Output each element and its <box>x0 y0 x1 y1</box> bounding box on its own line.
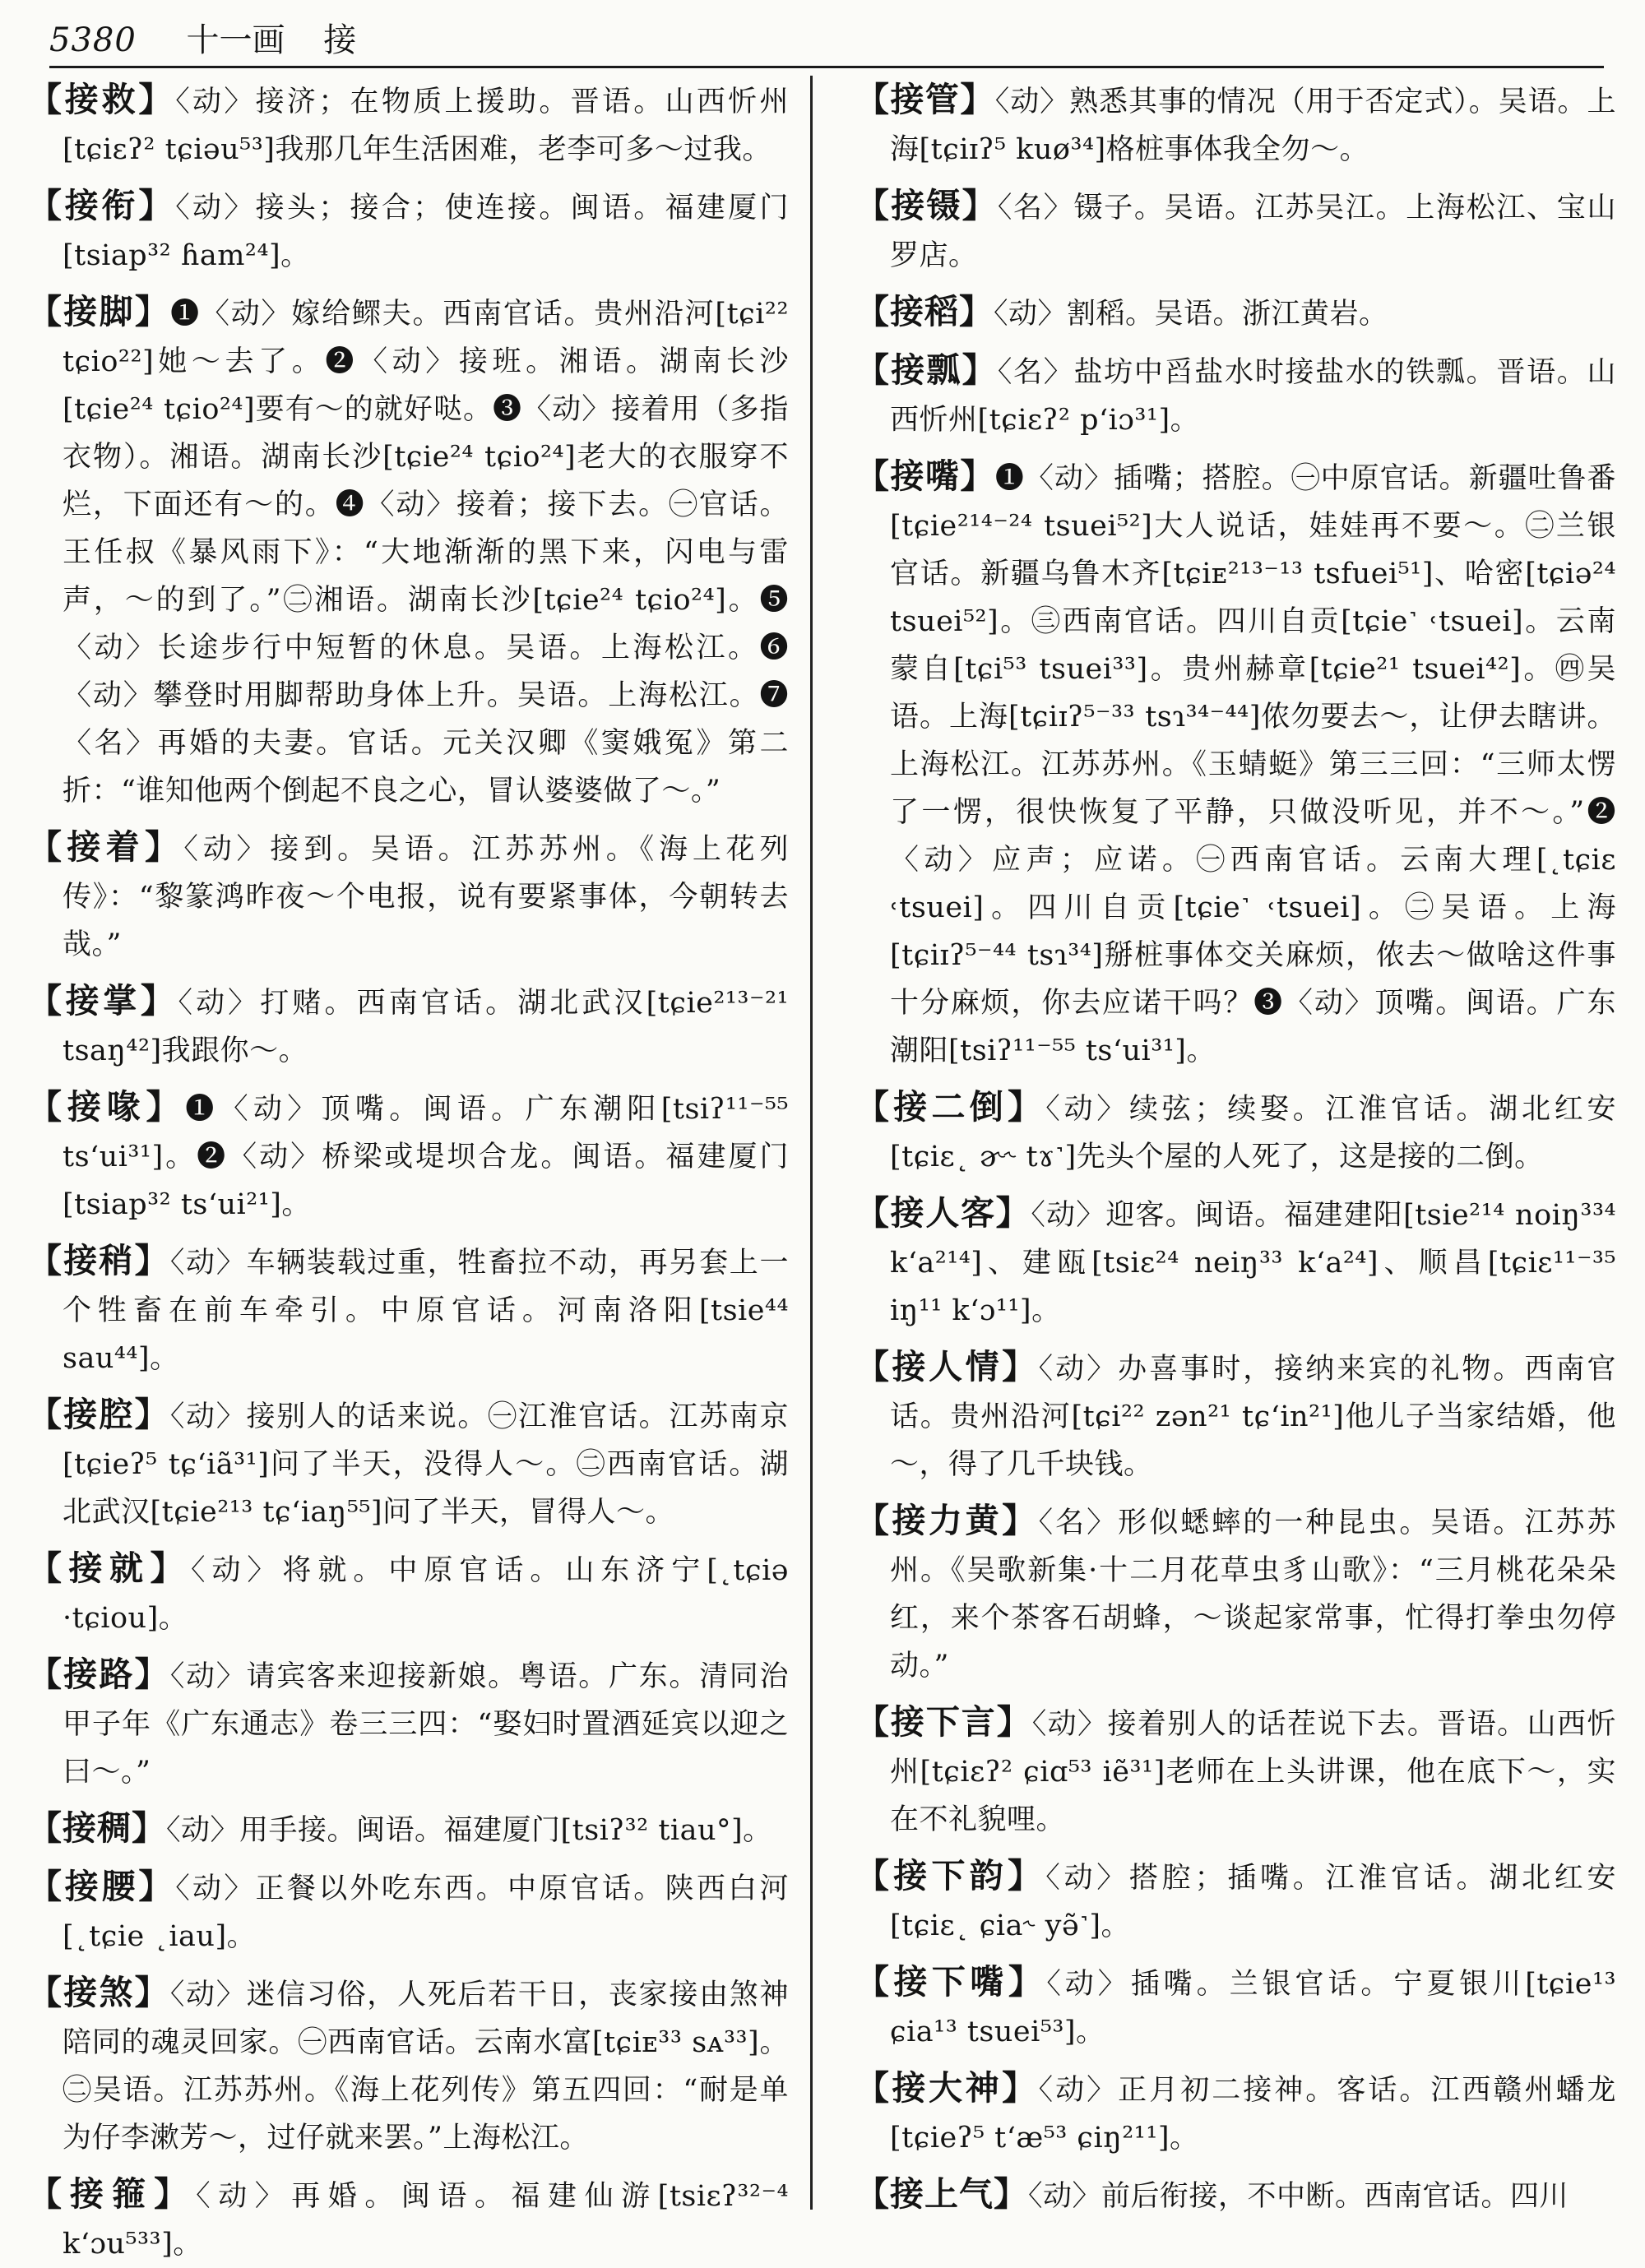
entry-definition: 〈动〉搭腔；插嘴。江淮官话。湖北红安[tɕiɛ˛ ɕia˞ yə̃˺]。 <box>890 1862 1616 1942</box>
entry-headword: 【接瓢】 <box>855 350 998 390</box>
entry-headword: 【接着】 <box>28 827 184 867</box>
entry-definition: 〈动〉接头；接合；使连接。闽语。福建厦门[tsiap³² ɦam²⁴]。 <box>63 192 789 272</box>
entry-headword: 【接大神】 <box>855 2068 1039 2108</box>
entry-definition: 〈动〉前后衔接，不中断。西南官话。四川 <box>1028 2180 1569 2213</box>
entry-definition: 〈动〉熟悉其事的情况（用于否定式）。吴语。上海[tɕiɪʔ⁵ kuø³⁴]格桩事体我全勿～。 <box>890 86 1616 166</box>
dictionary-entry <box>855 1852 1616 1950</box>
entry-definition: 〈动〉接别人的话来说。㊀江淮官话。江苏南京[tɕieʔ⁵ tɕ‘iã³¹]问了半天，没得人～。㊁西南官话。湖北武汉[tɕie²¹³ tɕ‘iaŋ⁵⁵]问了半天，冒得人～。 <box>63 1400 789 1529</box>
dictionary-entry <box>855 1497 1616 1690</box>
page-header <box>49 15 1604 68</box>
entry-headword: 【接腔】 <box>28 1395 170 1434</box>
entry-definition: 〈动〉办喜事时，接纳来宾的礼物。西南官话。贵州沿河[tɕi²² zən²¹ tɕ‘in²¹]他儿子当家结婚，他～，得了几千块钱。 <box>890 1353 1616 1481</box>
page-number: 5380 <box>49 21 137 59</box>
entry-headword: 【接二倒】 <box>855 1087 1046 1127</box>
entry-definition: 〈动〉迎客。闽语。福建建阳[tsie²¹⁴ noiŋ³³⁴ k‘a²¹⁴]、建瓯[tsiɛ²⁴ neiŋ³³ k‘a²⁴]、顺昌[tɕiɛ¹¹⁻³⁵ iŋ¹¹ k‘ɔ¹¹]。 <box>890 1199 1617 1327</box>
entry-definition: 〈名〉盐坊中舀盐水时接盐水的铁瓢。晋语。山西忻州[tɕiɛʔ² p‘iɔ³¹]。 <box>890 356 1616 437</box>
entry-headword: 【接下韵】 <box>855 1856 1046 1895</box>
dictionary-entry <box>855 288 1616 338</box>
dictionary-entry <box>28 977 789 1075</box>
entry-headword: 【接下嘴】 <box>855 1962 1047 2002</box>
entry-definition: 〈名〉形似蟋蟀的一种昆虫。吴语。江苏苏州。《吴歌新集·十二月花草虫豸山歌》：“三月桃花朵朵红，来个茶客石胡蜂，～谈起家常事，忙得打拳虫勿停动。” <box>890 1507 1616 1682</box>
entry-headword: 【接掌】 <box>28 981 178 1021</box>
dictionary-entry <box>855 452 1616 1075</box>
dictionary-entry <box>855 1189 1616 1335</box>
dictionary-entry <box>855 1698 1616 1844</box>
entry-headword: 【接力黄】 <box>855 1501 1039 1540</box>
dictionary-entry <box>28 1391 789 1536</box>
dictionary-entry <box>855 1958 1616 2056</box>
entry-headword: 【接镊】 <box>855 186 998 225</box>
dictionary-entry <box>28 2170 789 2268</box>
entry-definition: ❶〈动〉插嘴；搭腔。㊀中原官话。新疆吐鲁番[tɕie²¹⁴⁻²⁴ tsuei⁵²]大人说话，娃娃再不要～。㊁兰银官话。新疆乌鲁木齐[tɕiᴇ²¹³⁻¹³ tsfuei⁵¹]、哈密[tɕiə²⁴ tsuei⁵²]。㊂西南官话。四川自贡[tɕie˺ ˓tsuei]。云南蒙自[tɕi⁵³ tsuei³³]。贵州赫章[tɕie²¹ tsuei⁴²]。㊃吴语。上海[tɕiɪʔ⁵⁻³³ tsɿ³⁴⁻⁴⁴]侬勿要去～，让伊去瞎讲。上海松江。江苏苏州。《玉蜻蜓》第三三回：“三师太愣了一愣，很快恢复了平静，只做没听见，并不～。”❷〈动〉应声；应诺。㊀西南官话。云南大理[˛tɕiɛ ˓tsuei]。四川自贡[tɕie˺ ˓tsuei]。㊁吴语。上海[tɕiɪʔ⁵⁻⁴⁴ tsɿ³⁴]掰桩事体交关麻烦，侬去～做啥这件事十分麻烦，你去应诺干吗？❸〈动〉顶嘴。闽语。广东潮阳[tsiʔ¹¹⁻⁵⁵ ts‘ui³¹]。 <box>890 462 1616 1067</box>
right-column <box>855 76 1617 2214</box>
entry-headword: 【接人情】 <box>855 1347 1039 1386</box>
entry-definition: 〈动〉迷信习俗，人死后若干日，丧家接由煞神陪同的魂灵回家。㊀西南官话。云南水富[tɕiᴇ³³ sᴀ³³]。㊁吴语。江苏苏州。《海上花列传》第五四回：“耐是单为仔李漱芳～，过仔就来罢。”上海松江。 <box>63 1979 789 2155</box>
dictionary-entry <box>855 1343 1616 1488</box>
entry-headword: 【接箍】 <box>28 2174 197 2214</box>
dictionary-entry <box>855 182 1616 280</box>
entry-definition: 〈动〉用手接。闽语。福建厦门[tsiʔ³² tiau°]。 <box>166 1814 772 1847</box>
entry-headword: 【接稍】 <box>28 1241 170 1280</box>
entry-headword: 【接就】 <box>28 1548 191 1588</box>
entry-headword: 【接救】 <box>28 80 176 119</box>
entry-definition: 〈动〉将就。中原官话。山东济宁[˛tɕiə ·tɕiou]。 <box>63 1554 789 1635</box>
entry-headword: 【接管】 <box>855 80 995 119</box>
entry-headword: 【接嘴】 <box>855 456 995 496</box>
entry-headword: 【接稠】 <box>28 1808 166 1848</box>
dictionary-entry <box>855 346 1616 444</box>
dictionary-entry <box>28 1650 789 1796</box>
dictionary-entry <box>28 288 789 815</box>
dictionary-entry <box>855 2064 1616 2162</box>
entry-headword: 【接煞】 <box>28 1973 170 2012</box>
entry-headword: 【接路】 <box>28 1655 170 1694</box>
entry-definition: 〈动〉再婚。闽语。福建仙游[tsiɛʔ³²⁻⁴ k‘ɔu⁵³³]。 <box>63 2180 789 2261</box>
left-column <box>28 76 790 2261</box>
entry-definition: 〈动〉割稻。吴语。浙江黄岩。 <box>994 298 1388 331</box>
dictionary-entry <box>855 76 1616 174</box>
dictionary-entry <box>28 1969 789 2162</box>
dictionary-entry <box>28 1544 789 1642</box>
column-divider <box>810 76 813 2210</box>
dictionary-entry <box>855 2170 1616 2220</box>
dictionary-entry <box>28 76 789 174</box>
entry-definition: 〈动〉车辆装载过重，牲畜拉不动，再另套上一个牲畜在前车牵引。中原官话。河南洛阳[tsie⁴⁴ sau⁴⁴]。 <box>63 1247 789 1375</box>
entry-definition: 〈动〉接济；在物质上援助。晋语。山西忻州[tɕiɛʔ² tɕiəu⁵³]我那几年生活困难，老李可多～过我。 <box>63 86 789 166</box>
entry-definition: 〈动〉接着别人的话茬说下去。晋语。山西忻州[tɕiɛʔ² ɕiɑ⁵³ iẽ³¹]老师在上头讲课，他在底下～，实在不礼貌哩。 <box>890 1708 1616 1836</box>
entry-definition: 〈动〉接到。吴语。江苏苏州。《海上花列传》：“黎篆鸿昨夜～个电报，说有要紧事体，今朝转去哉。” <box>63 833 790 961</box>
entry-definition: ❶〈动〉顶嘴。闽语。广东潮阳[tsiʔ¹¹⁻⁵⁵ ts‘ui³¹]。❷〈动〉桥梁或堤坝合龙。闽语。福建厦门[tsiap³² ts‘ui²¹]。 <box>63 1093 789 1221</box>
dictionary-entry <box>28 1083 789 1229</box>
entry-headword: 【接衔】 <box>28 186 176 225</box>
dictionary-entry <box>28 823 789 969</box>
entry-definition: 〈动〉打赌。西南官话。湖北武汉[tɕie²¹³⁻²¹ tsaŋ⁴²]我跟你～。 <box>63 987 790 1067</box>
entry-headword: 【接喙】 <box>28 1087 186 1127</box>
entry-definition: 〈动〉正月初二接神。客话。江西赣州蟠龙[tɕieʔ⁵ t‘æ⁵³ ɕiŋ²¹¹]。 <box>890 2074 1616 2155</box>
entry-headword: 【接下言】 <box>855 1702 1032 1742</box>
radical-label: 接 <box>323 21 357 59</box>
entry-headword: 【接腰】 <box>28 1867 176 1906</box>
dictionary-entry <box>28 1863 789 1960</box>
dictionary-entry <box>28 1237 789 1382</box>
entry-headword: 【接上气】 <box>855 2174 1028 2214</box>
dictionary-entry <box>28 1804 789 1854</box>
entry-definition: 〈动〉请宾客来迎接新娘。粤语。广东。清同治甲子年《广东通志》卷三三四：“娶妇时置酒延宾以迎之曰～。” <box>63 1660 789 1789</box>
stroke-count-label: 十一画 <box>186 21 285 59</box>
entry-definition: 〈动〉正餐以外吃东西。中原官话。陕西白河[˛tɕie ˛iau]。 <box>63 1872 789 1953</box>
dictionary-entry <box>28 182 789 280</box>
entry-definition: 〈动〉续弦；续娶。江淮官话。湖北红安[tɕiɛ˛ ɚ˞ tɤ˺]先头个屋的人死了，这是接的二倒。 <box>890 1093 1616 1173</box>
dictionary-entry <box>855 1083 1616 1181</box>
entry-definition: 〈名〉镊子。吴语。江苏吴江。上海松江、宝山罗店。 <box>890 192 1616 272</box>
entry-definition: 〈动〉插嘴。兰银官话。宁夏银川[tɕie¹³ ɕia¹³ tsuei⁵³]。 <box>890 1968 1617 2048</box>
entry-definition: ❶〈动〉嫁给鳏夫。西南官话。贵州沿河[tɕi²² tɕio²²]她～去了。❷〈动〉接班。湘语。湖南长沙[tɕie²⁴ tɕio²⁴]要有～的就好哒。❸〈动〉接着用（多指衣物）。湘语。湖南长沙[tɕie²⁴ tɕio²⁴]老大的衣服穿不烂，下面还有～的。❹〈动〉接着；接下去。㊀官话。王任叔《暴风雨下》：“大地渐渐的黑下来，闪电与雷声，～的到了。”㊁湘语。湖南长沙[tɕie²⁴ tɕio²⁴]。❺〈动〉长途步行中短暂的休息。吴语。上海松江。❻〈动〉攀登时用脚帮助身体上升。吴语。上海松江。❼〈名〉再婚的夫妻。官话。元关汉卿《窦娥冤》第二折：“谁知他两个倒起不良之心，冒认婆婆做了～。” <box>63 298 789 808</box>
entry-headword: 【接人客】 <box>855 1193 1031 1233</box>
entry-headword: 【接稻】 <box>855 292 994 331</box>
entry-headword: 【接脚】 <box>28 292 171 331</box>
